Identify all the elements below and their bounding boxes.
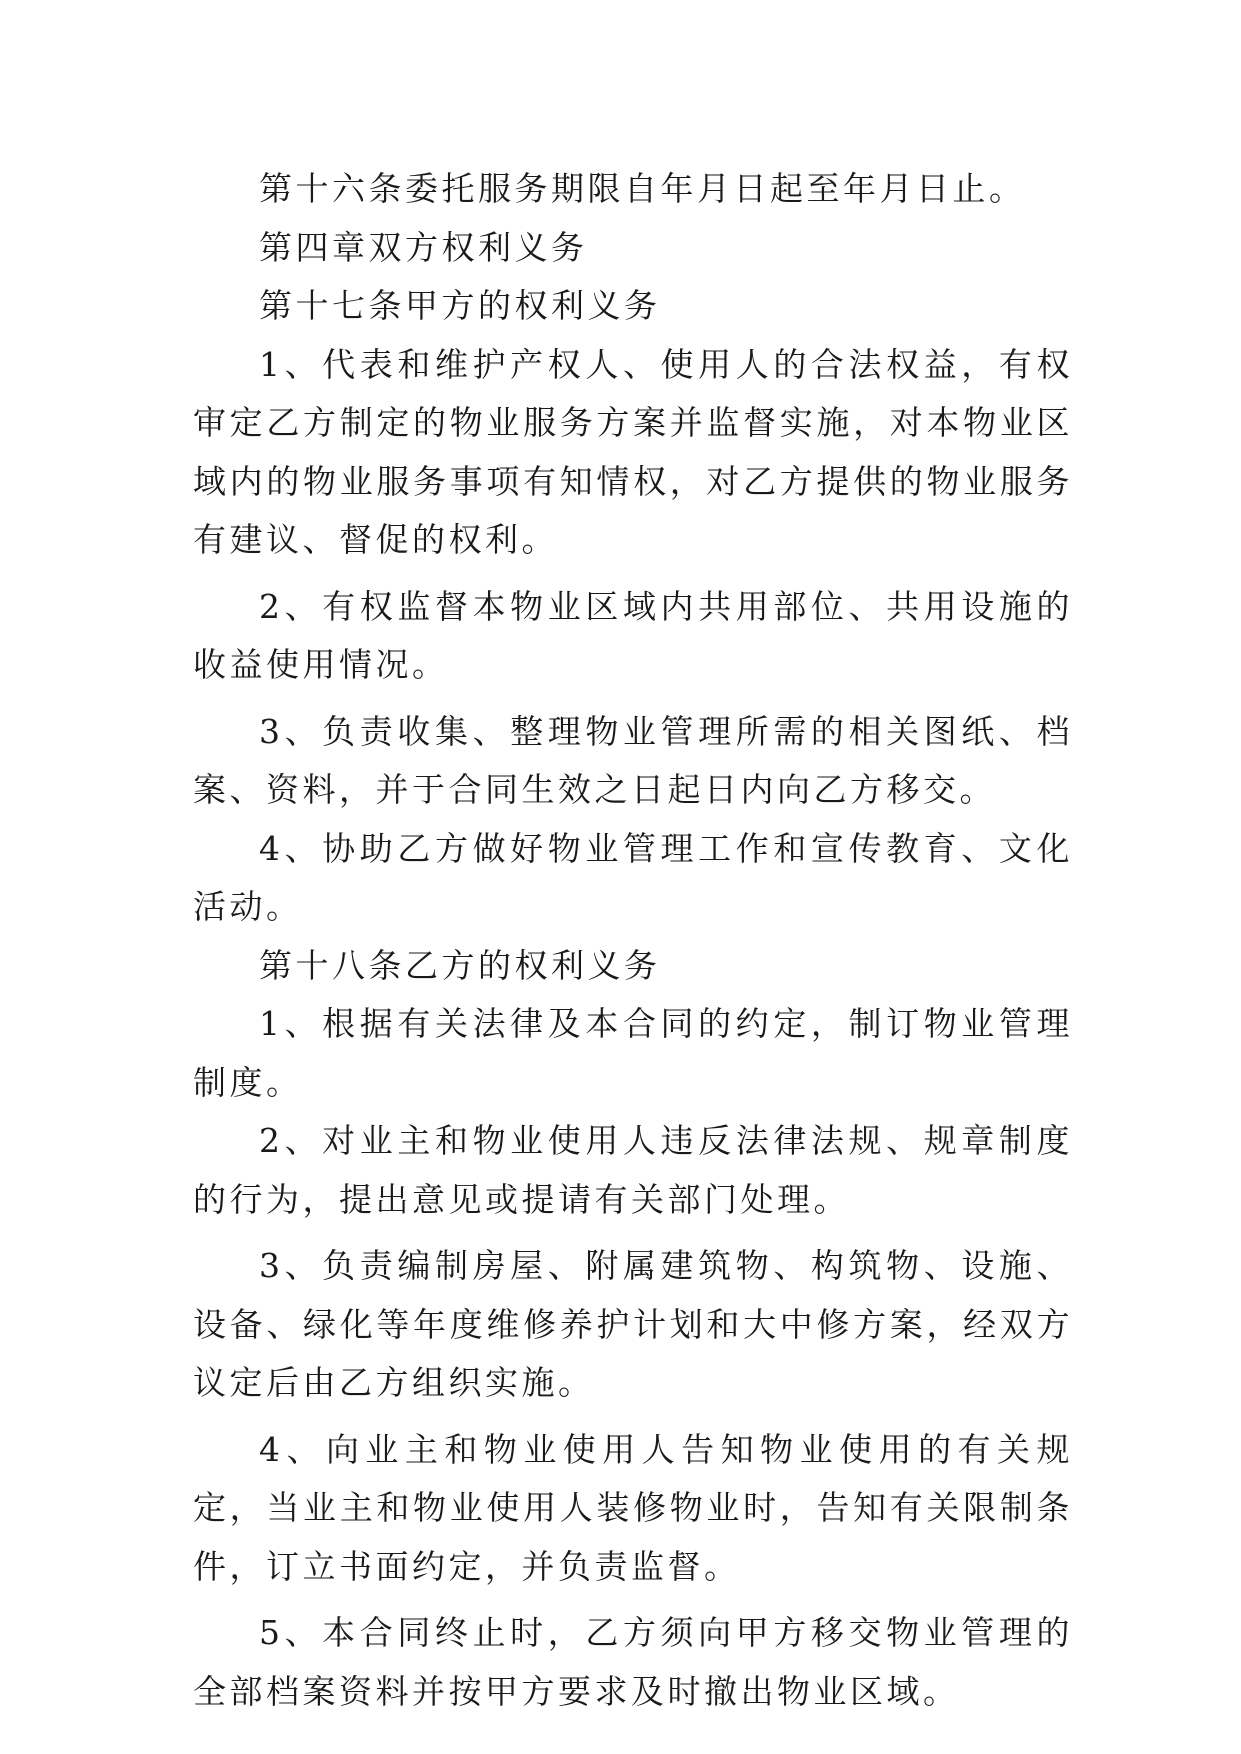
paragraph-article-17-item-3: 3、负责收集、整理物业管理所需的相关图纸、档案、资料，并于合同生效之日起日内向乙方移交。 — [193, 711, 1073, 809]
paragraph-article-16: 第十六条委托服务期限自年月日起至年月日止。 — [259, 169, 1026, 208]
paragraph-article-18-heading: 第十八条乙方的权利义务 — [259, 945, 661, 985]
paragraph-article-18-item-4: 4、向业主和物业使用人告知物业使用的有关规定，当业主和物业使用人装修物业时，告知有关限制条件，订立书面约定，并负责监督。 — [193, 1429, 1073, 1586]
paragraph-article-18-item-1: 1、根据有关法律及本合同的约定，制订物业管理制度。 — [193, 1004, 1073, 1102]
paragraph-article-17-item-4: 4、协助乙方做好物业管理工作和宣传教育、文化活动。 — [193, 828, 1073, 926]
paragraph-article-18-item-5: 5、本合同终止时，乙方须向甲方移交物业管理的全部档案资料并按甲方要求及时撤出物业区域。 — [193, 1613, 1073, 1711]
paragraph-article-17-item-1: 1、代表和维护产权人、使用人的合法权益，有权审定乙方制定的物业服务方案并监督实施，对本物业区域内的物业服务事项有知情权，对乙方提供的物业服务有建议、督促的权利。 — [193, 344, 1073, 559]
document-body — [193, 160, 1073, 1721]
paragraph-article-17-item-2: 2、有权监督本物业区域内共用部位、共用设施的收益使用情况。 — [193, 586, 1073, 684]
paragraph-article-18-item-3: 3、负责编制房屋、附属建筑物、构筑物、设施、设备、绿化等年度维修养护计划和大中修方案，经双方议定后由乙方组织实施。 — [193, 1246, 1073, 1402]
paragraph-article-18-item-2: 2、对业主和物业使用人违反法律法规、规章制度的行为，提出意见或提请有关部门处理。 — [193, 1121, 1073, 1219]
paragraph-chapter-4-heading: 第四章双方权利义务 — [259, 227, 588, 267]
paragraph-article-17-heading: 第十七条甲方的权利义务 — [259, 286, 661, 325]
